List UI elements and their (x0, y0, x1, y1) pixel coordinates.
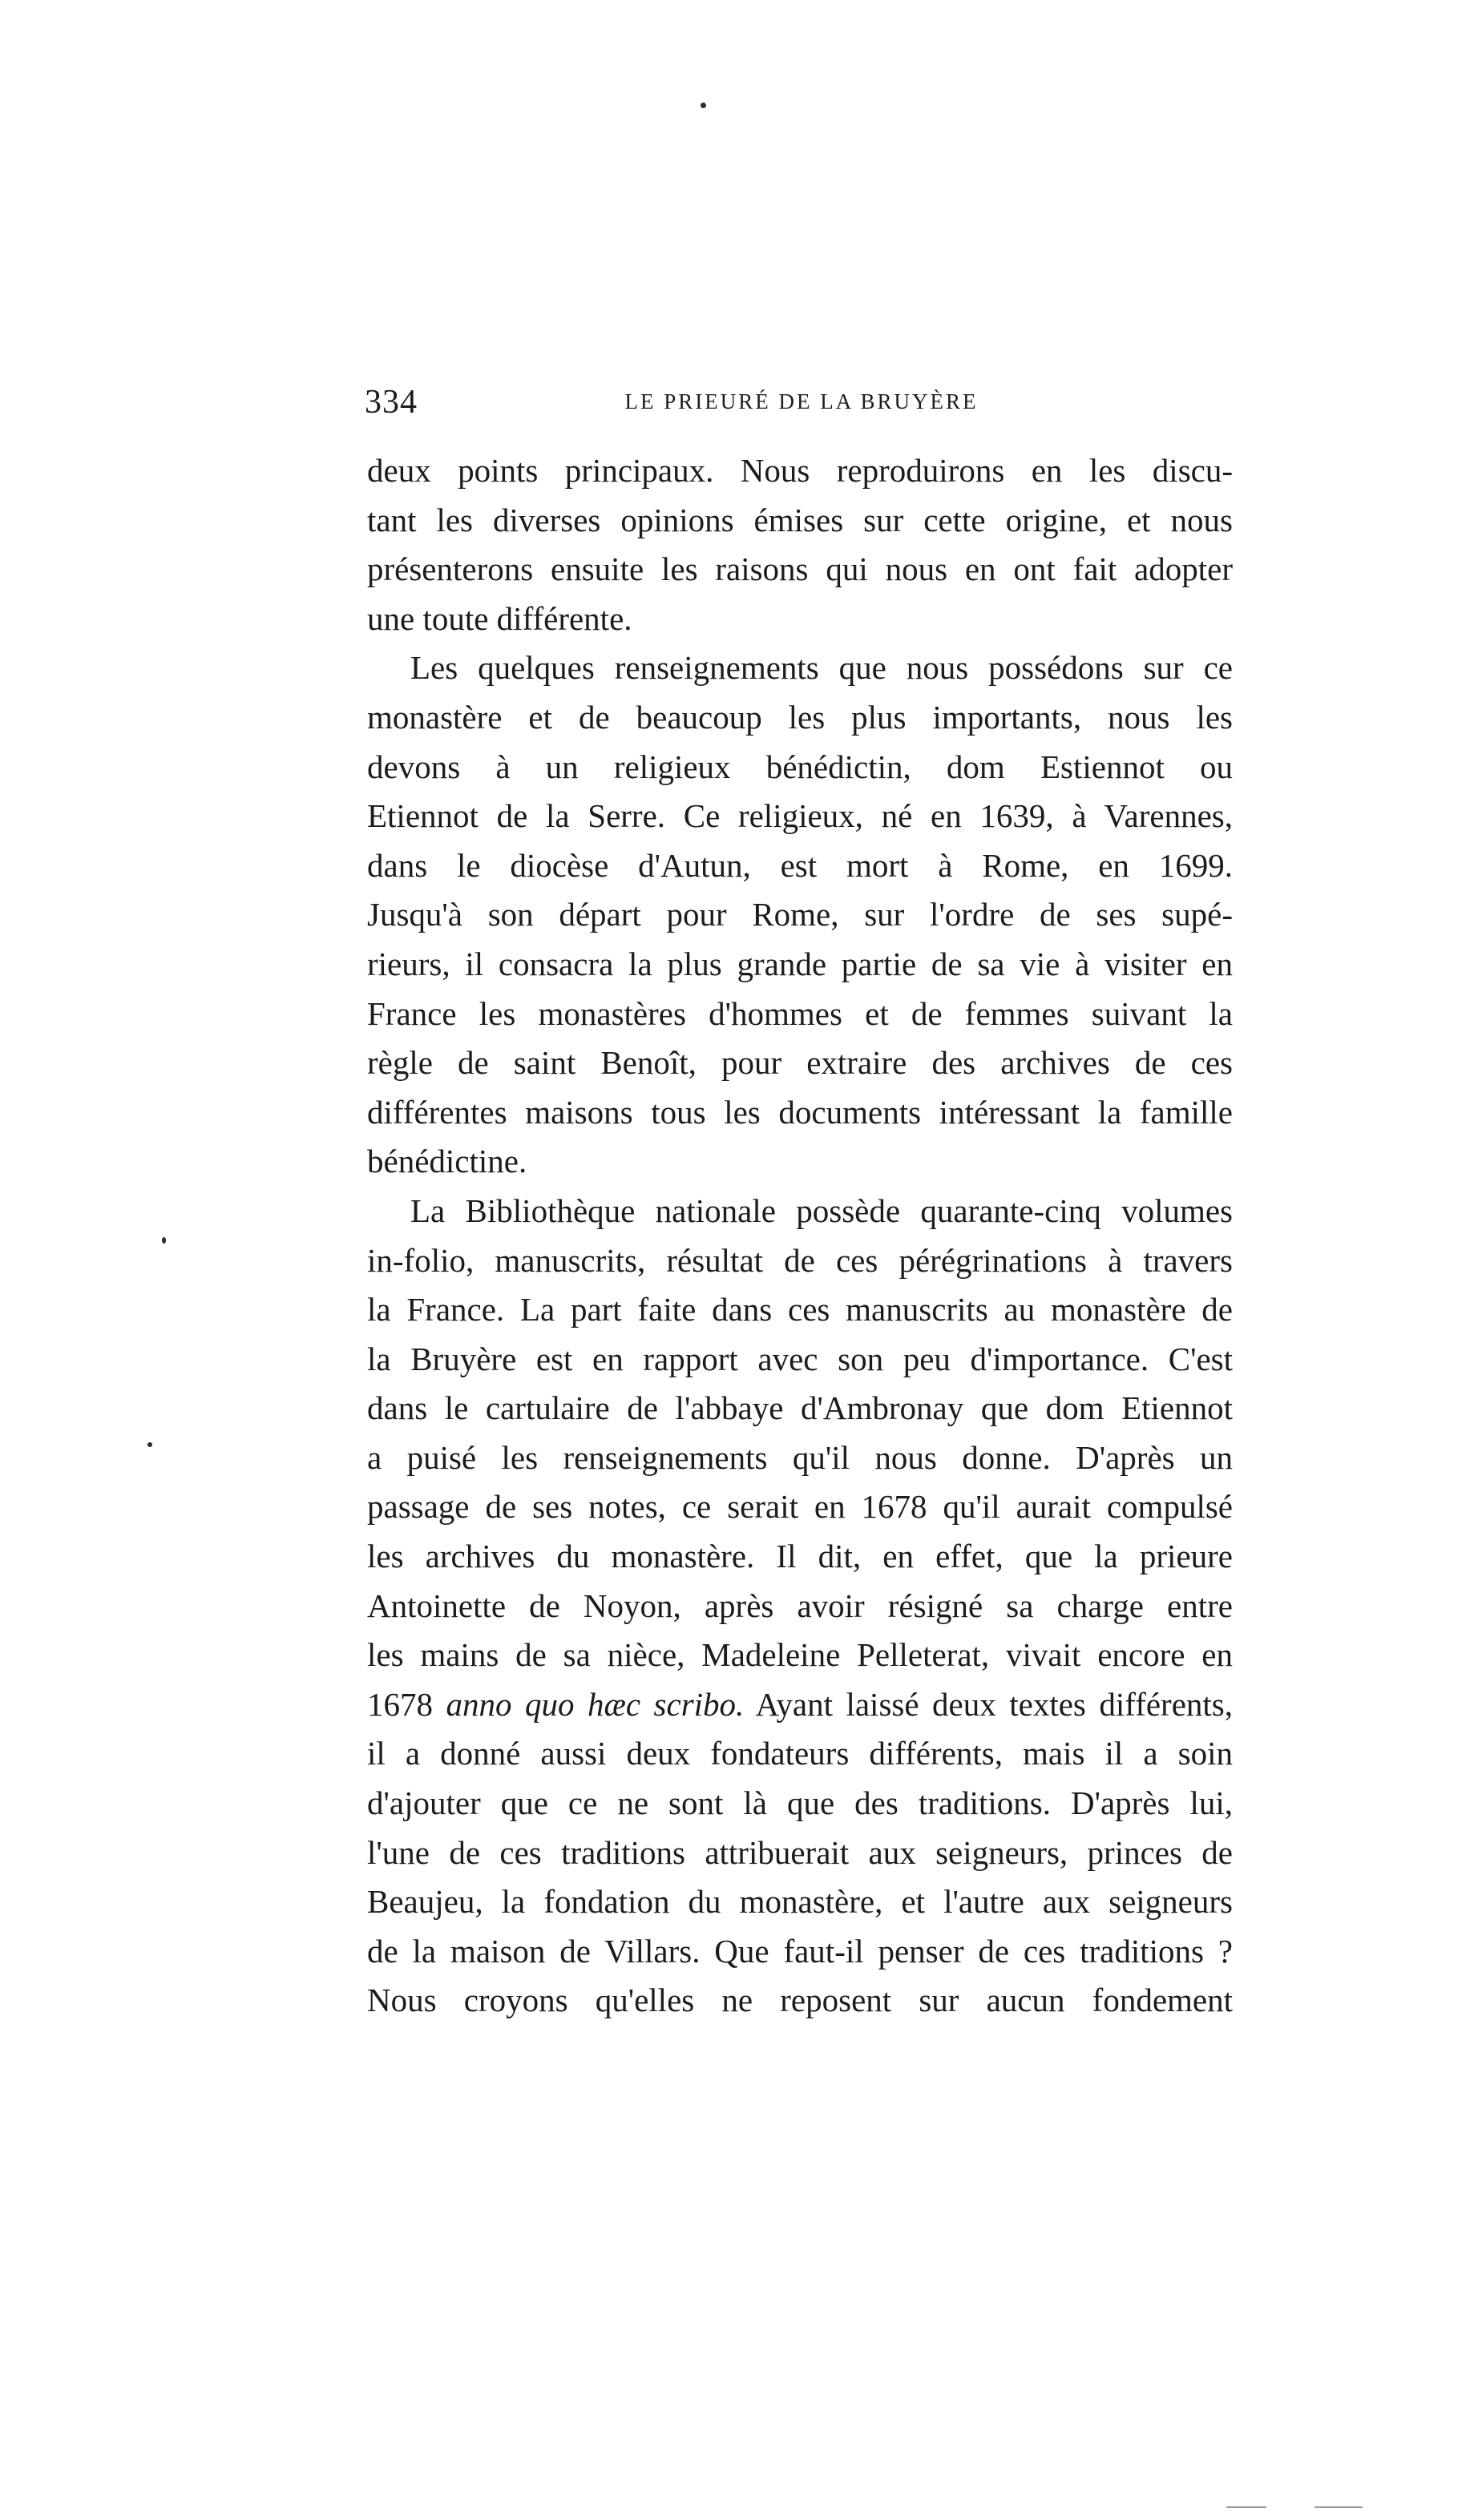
text-line: tant les diverses opinions émises sur cette origine, et nous (367, 501, 1233, 538)
text-line: Beaujeu, la fondation du monastère, et l'autre aux seigneurs (367, 1883, 1233, 1921)
text-line: Les quelques renseignements que nous possédons sur ce (410, 649, 1233, 687)
latin-quote: anno quo hæc scribo. (446, 1685, 745, 1723)
text-line: rieurs, il consacra la plus grande partie de sa vie à visiter en (367, 945, 1233, 982)
text-line: dans le diocèse d'Autun, est mort à Rome, en 1699. (367, 846, 1233, 884)
scan-speck (162, 1237, 166, 1244)
text-line: dans le cartulaire de l'abbaye d'Ambronay que dom Etiennot (367, 1389, 1233, 1427)
body-text (367, 446, 1233, 2026)
scan-edge-mark (1226, 2506, 1266, 2508)
text-line: présenterons ensuite les raisons qui nous en ont fait adopter (367, 550, 1233, 588)
text-line: bénédictine. (367, 1143, 527, 1180)
text-line: la France. La part faite dans ces manuscrits au monastère de (367, 1291, 1233, 1329)
text-run: Ayant laissé deux textes différents, (744, 1685, 1233, 1723)
running-title: LE PRIEURÉ DE LA BRUYÈRE (624, 389, 979, 413)
text-line: les mains de sa nièce, Madeleine Pelleterat, vivait encore en (367, 1636, 1233, 1674)
text-line: une toute différente. (367, 599, 632, 637)
text-line: deux points principaux. Nous reproduirons en les discu- (367, 452, 1233, 489)
scan-speck (701, 103, 706, 108)
text-line: d'ajouter que ce ne sont là que des traditions. D'après lui, (367, 1784, 1233, 1822)
text-run: 1678 (367, 1685, 446, 1723)
text-line: a puisé les renseignements qu'il nous donne. D'après un (367, 1438, 1233, 1476)
running-head (365, 383, 1238, 431)
text-line: les archives du monastère. Il dit, en effet, que la prieure (367, 1538, 1233, 1575)
text-line: règle de saint Benoît, pour extraire des archives de ces (367, 1044, 1233, 1082)
text-line: l'une de ces traditions attribuerait aux seigneurs, princes de (367, 1833, 1233, 1871)
text-line: France les monastères d'hommes et de femmes suivant la (367, 994, 1233, 1032)
text-line-with-italic (367, 1680, 1233, 1730)
page-number: 334 (365, 384, 418, 421)
text-line: passage de ses notes, ce serait en 1678 qu'il aurait compulsé (367, 1488, 1233, 1526)
text-line: il a donné aussi deux fondateurs différents, mais il a soin (367, 1735, 1233, 1772)
text-line: la Bruyère est en rapport avec son peu d'importance. C'est (367, 1340, 1233, 1377)
text-line: monastère et de beaucoup les plus importants, nous les (367, 698, 1233, 736)
text-line: Jusqu'à son départ pour Rome, sur l'ordre de ses supé- (367, 896, 1233, 933)
text-line: devons à un religieux bénédictin, dom Estiennot ou (367, 748, 1233, 785)
text-line: de la maison de Villars. Que faut-il penser de ces traditions ? (367, 1932, 1233, 1970)
text-line: La Bibliothèque nationale possède quarante-cinq volumes (410, 1191, 1233, 1229)
text-line: Nous croyons qu'elles ne reposent sur aucun fondement (367, 1982, 1233, 2019)
text-line: Antoinette de Noyon, après avoir résigné sa charge entre (367, 1587, 1233, 1624)
text-line: Etiennot de la Serre. Ce religieux, né en 1639, à Varennes, (367, 797, 1233, 835)
scan-edge-mark (1314, 2506, 1363, 2508)
text-line: in-folio, manuscrits, résultat de ces pérégrinations à travers (367, 1241, 1233, 1279)
text-line: différentes maisons tous les documents intéressant la famille (367, 1093, 1233, 1131)
scan-speck (147, 1442, 152, 1447)
